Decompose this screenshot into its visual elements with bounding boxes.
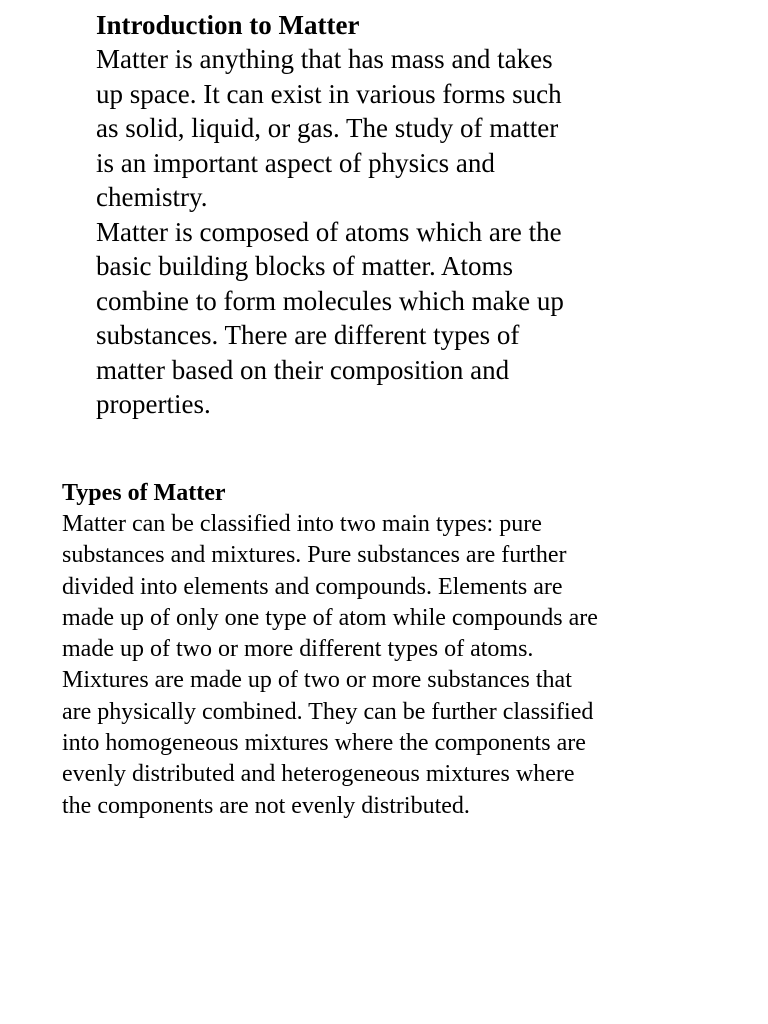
text-line: combine to form molecules which make up [96,285,564,316]
text-line: matter based on their composition and [96,354,510,385]
text-line: is an important aspect of physics and [96,147,495,178]
introduction-paragraph-1 [96,42,736,215]
text-line: substances and mixtures. Pure substances are further [62,542,567,569]
text-line: basic building blocks of matter. Atoms [96,251,513,281]
text-line: into homogeneous mixtures where the components are [62,730,586,757]
text-line: are physically combined. They can be further classified [62,698,594,725]
text-line: made up of two or more different types of atoms. [62,636,534,663]
text-line: up space. It can exist in various forms such [96,78,562,109]
text-line: the components are not evenly distributed. [62,792,470,819]
introduction-paragraph-2 [96,215,736,422]
text-line: made up of only one type of atom while compounds are [62,604,598,631]
text-line: substances. There are different types of [96,320,520,350]
text-line: as solid, liquid, or gas. The study of matter [96,113,559,143]
introduction-heading: Introduction to Matter [96,10,360,40]
text-line: Mixtures are made up of two or more substances that [62,667,572,694]
text-line: chemistry. [96,182,208,212]
text-line: properties. [96,389,211,419]
types-of-matter-paragraph [62,509,742,822]
text-line: Matter is composed of atoms which are the [96,216,562,247]
types-of-matter-heading: Types of Matter [62,480,226,506]
text-line: Matter can be classified into two main types: pure [62,511,542,537]
types-of-matter-section [62,478,742,822]
text-line: evenly distributed and heterogeneous mixtures where [62,761,575,788]
text-line: divided into elements and compounds. Elements are [62,573,563,600]
text-line: Matter is anything that has mass and takes [96,44,553,74]
introduction-section [96,8,736,422]
